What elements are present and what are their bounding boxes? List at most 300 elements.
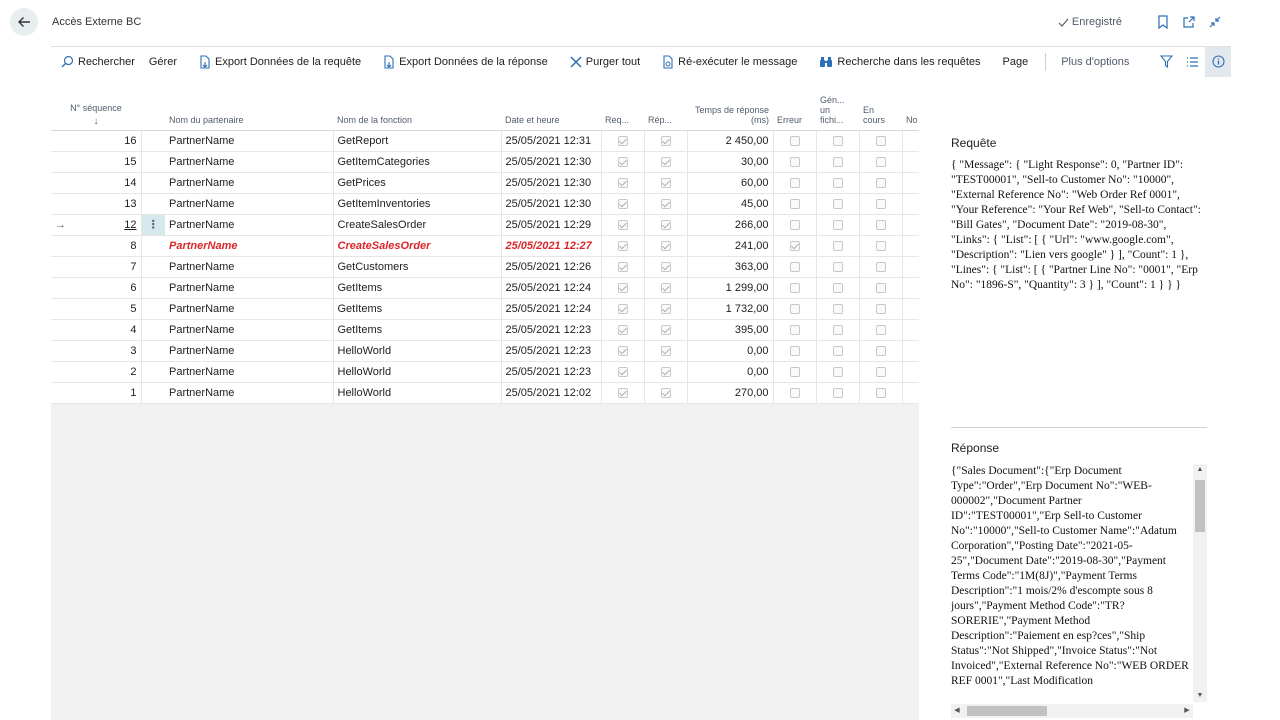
row-no-cell [902, 277, 919, 298]
row-function-cell: HelloWorld [333, 361, 501, 382]
generate-file-checkbox [833, 241, 843, 251]
table-row[interactable] [51, 382, 919, 403]
row-partner-cell: PartnerName [165, 277, 333, 298]
row-in-progress-cell [859, 235, 902, 256]
response-checkbox [661, 241, 671, 251]
document-rerun-icon [662, 55, 674, 69]
row-request-cell [601, 382, 644, 403]
row-response-time-cell: 45,00 [687, 193, 773, 214]
request-panel [951, 136, 1207, 293]
row-function-cell: HelloWorld [333, 382, 501, 403]
response-checkbox [661, 136, 671, 146]
row-seq-value: 15 [124, 155, 137, 168]
row-function-cell: GetItemInventories [333, 193, 501, 214]
row-response-cell [644, 298, 687, 319]
info-icon [1212, 55, 1225, 68]
horizontal-scrollbar[interactable] [951, 704, 1193, 718]
row-no-cell [902, 193, 919, 214]
row-in-progress-cell [859, 277, 902, 298]
in-progress-checkbox [876, 367, 886, 377]
row-function-cell: GetItems [333, 277, 501, 298]
page-menu-label: Page [1002, 55, 1029, 68]
request-checkbox [618, 304, 628, 314]
in-progress-checkbox [876, 346, 886, 356]
request-checkbox [618, 178, 628, 188]
row-no-cell [902, 298, 919, 319]
row-request-cell [601, 214, 644, 235]
row-error-cell [773, 193, 816, 214]
factbox-toggle-button[interactable] [1205, 47, 1231, 77]
response-checkbox [661, 178, 671, 188]
row-gutter [141, 319, 165, 340]
row-generate-file-cell [816, 361, 859, 382]
toolbar-right-icons [1153, 47, 1231, 77]
generate-file-checkbox [833, 136, 843, 146]
manage-button[interactable] [142, 47, 184, 77]
error-checkbox [790, 325, 800, 335]
generate-file-checkbox [833, 325, 843, 335]
error-checkbox [790, 178, 800, 188]
column-header-response-time[interactable]: Temps de réponse (ms) [687, 80, 773, 130]
in-progress-checkbox [876, 304, 886, 314]
error-checkbox [790, 367, 800, 377]
row-seq-cell[interactable] [51, 151, 141, 172]
row-error-cell [773, 298, 816, 319]
row-seq-cell[interactable] [51, 214, 141, 235]
row-datetime-cell: 25/05/2021 12:02 [501, 382, 601, 403]
rerun-message-label: Ré-exécuter le message [678, 55, 798, 68]
row-request-cell [601, 361, 644, 382]
row-seq-value: 6 [130, 281, 137, 294]
row-partner-cell: PartnerName [165, 361, 333, 382]
row-generate-file-cell [816, 340, 859, 361]
row-in-progress-cell [859, 151, 902, 172]
export-request-button[interactable] [192, 47, 368, 77]
table-row[interactable] [51, 277, 919, 298]
error-checkbox [790, 262, 800, 272]
row-no-cell [902, 382, 919, 403]
error-checkbox [790, 346, 800, 356]
table-row[interactable] [51, 319, 919, 340]
in-progress-checkbox [876, 178, 886, 188]
more-options-button[interactable] [1054, 47, 1136, 77]
search-requests-label: Recherche dans les requêtes [837, 55, 981, 68]
row-in-progress-cell [859, 130, 902, 151]
row-generate-file-cell [816, 151, 859, 172]
row-request-cell [601, 340, 644, 361]
row-seq-cell[interactable] [51, 319, 141, 340]
response-checkbox [661, 199, 671, 209]
row-seq-value: 2 [130, 365, 137, 378]
table-row[interactable] [51, 172, 919, 193]
row-function-cell: GetItems [333, 319, 501, 340]
row-response-cell [644, 382, 687, 403]
row-gutter [141, 277, 165, 298]
row-seq-cell[interactable] [51, 340, 141, 361]
column-header-no[interactable]: No [902, 80, 919, 130]
row-seq-value: 13 [124, 197, 137, 210]
row-response-time-cell: 270,00 [687, 382, 773, 403]
response-checkbox [661, 283, 671, 293]
manage-button-label: Gérer [148, 55, 177, 68]
row-partner-cell: PartnerName [165, 256, 333, 277]
row-gutter [141, 235, 165, 256]
row-gutter [141, 298, 165, 319]
vertical-scrollbar[interactable] [1193, 464, 1207, 702]
row-response-time-cell: 60,00 [687, 172, 773, 193]
in-progress-checkbox [876, 220, 886, 230]
row-response-time-cell: 395,00 [687, 319, 773, 340]
row-response-time-cell: 0,00 [687, 340, 773, 361]
row-partner-cell: PartnerName [165, 214, 333, 235]
error-checkbox [790, 283, 800, 293]
row-in-progress-cell [859, 340, 902, 361]
row-seq-value: 14 [124, 176, 137, 189]
row-response-time-cell: 1 299,00 [687, 277, 773, 298]
row-partner-cell: PartnerName [165, 193, 333, 214]
table-row[interactable] [51, 193, 919, 214]
row-response-time-cell: 30,00 [687, 151, 773, 172]
row-seq-cell[interactable] [51, 361, 141, 382]
row-response-time-cell: 363,00 [687, 256, 773, 277]
row-error-cell [773, 277, 816, 298]
row-seq-value[interactable]: 12 [124, 218, 137, 231]
response-panel [951, 441, 1207, 463]
row-no-cell [902, 130, 919, 151]
error-checkbox [790, 136, 800, 146]
column-header-function[interactable]: Nom de la fonction [333, 80, 501, 130]
export-response-button[interactable] [376, 47, 555, 77]
row-partner-cell: PartnerName [165, 235, 333, 256]
row-request-cell [601, 130, 644, 151]
row-seq-value: 8 [130, 239, 137, 252]
row-partner-cell: PartnerName [165, 319, 333, 340]
row-response-cell [644, 214, 687, 235]
generate-file-checkbox [833, 388, 843, 398]
save-status [1058, 16, 1122, 28]
row-request-cell [601, 172, 644, 193]
table-row[interactable] [51, 130, 919, 151]
row-gutter [141, 151, 165, 172]
row-datetime-cell: 25/05/2021 12:29 [501, 214, 601, 235]
row-seq-cell[interactable] [51, 298, 141, 319]
in-progress-checkbox [876, 325, 886, 335]
rerun-message-button[interactable] [655, 47, 804, 77]
row-in-progress-cell [859, 382, 902, 403]
row-function-cell: GetCustomers [333, 256, 501, 277]
response-checkbox [661, 346, 671, 356]
row-action-menu-button[interactable] [141, 214, 165, 235]
row-function-cell: GetItemCategories [333, 151, 501, 172]
row-seq-cell[interactable] [51, 130, 141, 151]
row-response-cell [644, 361, 687, 382]
row-seq-value: 1 [130, 386, 137, 399]
row-gutter [141, 340, 165, 361]
export-request-label: Export Données de la requête [214, 55, 362, 68]
row-seq-value: 7 [130, 260, 137, 273]
table-row[interactable] [51, 298, 919, 319]
row-request-cell [601, 319, 644, 340]
in-progress-checkbox [876, 157, 886, 167]
row-seq-cell[interactable] [51, 172, 141, 193]
purge-all-button[interactable] [563, 47, 647, 77]
row-datetime-cell: 25/05/2021 12:30 [501, 151, 601, 172]
row-no-cell [902, 214, 919, 235]
response-panel-title: Réponse [951, 441, 1000, 455]
row-seq-cell[interactable] [51, 193, 141, 214]
row-partner-cell: PartnerName [165, 382, 333, 403]
column-header-request[interactable]: Req... [601, 80, 644, 130]
open-new-window-button[interactable] [1176, 14, 1202, 30]
table-row[interactable] [51, 340, 919, 361]
row-no-cell [902, 319, 919, 340]
row-error-cell [773, 319, 816, 340]
column-header-response[interactable]: Rép... [644, 80, 687, 130]
row-generate-file-cell [816, 172, 859, 193]
column-header-error[interactable]: Erreur [773, 80, 816, 130]
row-function-cell: HelloWorld [333, 340, 501, 361]
row-seq-cell[interactable] [51, 235, 141, 256]
row-in-progress-cell [859, 319, 902, 340]
row-seq-cell[interactable] [51, 277, 141, 298]
list-grid-area [51, 80, 919, 720]
export-response-label: Export Données de la réponse [399, 55, 548, 68]
table-row[interactable] [51, 235, 919, 256]
bookmark-icon [1157, 15, 1169, 29]
vertical-ellipsis-icon: ⋮ [147, 219, 159, 231]
row-partner-cell: PartnerName [165, 130, 333, 151]
document-export-icon [199, 55, 211, 69]
bookmark-button[interactable] [1150, 14, 1176, 30]
generate-file-checkbox [833, 178, 843, 188]
row-gutter [141, 382, 165, 403]
row-seq-cell[interactable] [51, 256, 141, 277]
row-response-cell [644, 340, 687, 361]
row-datetime-cell: 25/05/2021 12:23 [501, 319, 601, 340]
row-partner-cell: PartnerName [165, 151, 333, 172]
request-checkbox [618, 157, 628, 167]
row-error-cell [773, 172, 816, 193]
row-function-cell: GetItems [333, 298, 501, 319]
panel-divider [951, 427, 1207, 428]
checkmark-icon [1058, 17, 1069, 28]
search-icon [61, 55, 74, 68]
table-row[interactable] [51, 256, 919, 277]
row-no-cell [902, 340, 919, 361]
error-checkbox [790, 388, 800, 398]
back-button[interactable] [10, 8, 38, 36]
row-request-cell [601, 256, 644, 277]
row-in-progress-cell [859, 193, 902, 214]
response-body: {"Sales Document":{"Erp Document Type":"Order","Erp Document No":"WEB-000002","Document Partner ID":"TEST00001","Erp Sell-to Customer No":"10000","Sell-to Customer Name":"Adatum Corporation","Posting Date":"2021-05-25","Document Date":"2019-08-30","Payment Terms Code":"1M(8J)","Payment Terms Description":"1 mois/2% d'escompte sous 8 jours","Payment Method Code":"TR?SORERIE","Payment Method Description":"Paiement en esp?ces","Ship Status":"Not Shipped","Invoice Status":"Not Invoiced","External Reference No":"WEB ORDER REF 0001","Last Modification [951, 465, 1189, 687]
row-function-cell: GetPrices [333, 172, 501, 193]
row-error-cell [773, 130, 816, 151]
toolbar-divider [1045, 53, 1046, 71]
generate-file-checkbox [833, 346, 843, 356]
generate-file-checkbox [833, 367, 843, 377]
list-view-button[interactable] [1179, 47, 1205, 77]
response-checkbox [661, 157, 671, 167]
table-row[interactable] [51, 214, 919, 235]
request-checkbox [618, 388, 628, 398]
row-in-progress-cell [859, 298, 902, 319]
row-no-cell [902, 151, 919, 172]
table-body [51, 130, 919, 403]
row-response-cell [644, 151, 687, 172]
row-generate-file-cell [816, 319, 859, 340]
table-row[interactable] [51, 151, 919, 172]
in-progress-checkbox [876, 283, 886, 293]
sort-descending-icon: ↓ [93, 115, 99, 127]
row-no-cell [902, 172, 919, 193]
row-no-cell [902, 256, 919, 277]
row-datetime-cell: 25/05/2021 12:27 [501, 235, 601, 256]
row-response-cell [644, 256, 687, 277]
response-scroll-area[interactable] [951, 464, 1207, 718]
column-header-datetime[interactable]: Date et heure [501, 80, 601, 130]
row-response-time-cell: 1 732,00 [687, 298, 773, 319]
request-checkbox [618, 241, 628, 251]
error-checkbox [790, 220, 800, 230]
row-datetime-cell: 25/05/2021 12:24 [501, 277, 601, 298]
close-icon [570, 56, 582, 68]
row-error-cell [773, 340, 816, 361]
in-progress-checkbox [876, 388, 886, 398]
row-no-cell [902, 361, 919, 382]
generate-file-checkbox [833, 220, 843, 230]
row-response-cell [644, 235, 687, 256]
row-generate-file-cell [816, 130, 859, 151]
table-row[interactable] [51, 361, 919, 382]
row-error-cell [773, 361, 816, 382]
row-response-cell [644, 319, 687, 340]
row-response-cell [644, 130, 687, 151]
list-icon [1186, 56, 1199, 68]
column-header-seq-label: N° séquence [70, 102, 122, 113]
row-function-cell: GetReport [333, 130, 501, 151]
row-request-cell [601, 235, 644, 256]
column-header-in-progress[interactable]: En cours [859, 80, 902, 130]
purge-all-label: Purger tout [585, 55, 641, 68]
row-partner-cell: PartnerName [165, 340, 333, 361]
request-panel-title: Requête [951, 136, 997, 150]
row-function-cell: CreateSalesOrder [333, 214, 501, 235]
row-generate-file-cell [816, 193, 859, 214]
error-checkbox [790, 157, 800, 167]
row-response-cell [644, 172, 687, 193]
request-checkbox [618, 325, 628, 335]
page-title: Accès Externe BC [52, 16, 142, 28]
row-seq-cell[interactable] [51, 382, 141, 403]
row-error-cell [773, 382, 816, 403]
row-response-time-cell: 0,00 [687, 361, 773, 382]
request-checkbox [618, 220, 628, 230]
row-generate-file-cell [816, 235, 859, 256]
row-error-cell [773, 256, 816, 277]
scroll-right-icon[interactable]: ▶ [1184, 707, 1190, 714]
row-seq-value: 5 [130, 302, 137, 315]
filter-icon [1160, 55, 1173, 68]
request-checkbox [618, 199, 628, 209]
generate-file-checkbox [833, 262, 843, 272]
row-datetime-cell: 25/05/2021 12:30 [501, 172, 601, 193]
row-generate-file-cell [816, 382, 859, 403]
in-progress-checkbox [876, 262, 886, 272]
row-datetime-cell: 25/05/2021 12:31 [501, 130, 601, 151]
row-request-cell [601, 193, 644, 214]
request-body: { "Message": { "Light Response": 0, "Partner ID": "TEST00001", "Sell-to Customer No": "10000", "External Reference No": "Web Order Ref 0001", "Your Reference": "Your Ref Web", "Sell-to Contact": "Bill Gates", "Document Date": "2019-08-30", "Links": { "List": [ { "Url": "www.google.com", "Description": "Lien vers google" } ], "Count": 1 }, "Lines": { "List": [ { "Partner Line No": "0001", "Erp No": "1896-S", "Quantity": 3 } ], "Count": 1 } } } [951, 159, 1201, 291]
row-request-cell [601, 277, 644, 298]
request-checkbox [618, 136, 628, 146]
vertical-scroll-thumb[interactable] [1195, 480, 1205, 532]
in-progress-checkbox [876, 199, 886, 209]
error-checkbox [790, 241, 800, 251]
row-response-time-cell: 2 450,00 [687, 130, 773, 151]
save-status-label: Enregistré [1071, 16, 1122, 28]
row-seq-value: 3 [130, 344, 137, 357]
row-gutter [141, 193, 165, 214]
row-seq-value: 16 [124, 134, 137, 147]
row-datetime-cell: 25/05/2021 12:30 [501, 193, 601, 214]
row-datetime-cell: 25/05/2021 12:23 [501, 340, 601, 361]
row-request-cell [601, 151, 644, 172]
search-requests-button[interactable] [812, 47, 987, 77]
filter-button[interactable] [1153, 47, 1179, 77]
scroll-down-icon[interactable]: ▼ [1196, 692, 1204, 699]
collapse-button[interactable] [1202, 14, 1228, 30]
row-response-time-cell: 266,00 [687, 214, 773, 235]
row-response-cell [644, 277, 687, 298]
in-progress-checkbox [876, 136, 886, 146]
scroll-up-icon[interactable]: ▲ [1196, 466, 1204, 473]
row-generate-file-cell [816, 277, 859, 298]
column-header-partner[interactable]: Nom du partenaire [165, 80, 333, 130]
row-request-cell [601, 298, 644, 319]
collapse-icon [1208, 15, 1222, 29]
scroll-left-icon[interactable]: ◀ [954, 707, 960, 714]
request-checkbox [618, 367, 628, 377]
log-entries-table [51, 80, 919, 404]
page-menu-button[interactable] [996, 47, 1036, 77]
search-button[interactable] [51, 47, 142, 77]
table-header-row [51, 80, 919, 130]
row-function-cell: CreateSalesOrder [333, 235, 501, 256]
generate-file-checkbox [833, 157, 843, 167]
row-generate-file-cell [816, 214, 859, 235]
row-no-cell [902, 235, 919, 256]
more-options-label: Plus d'options [1061, 55, 1130, 68]
response-checkbox [661, 388, 671, 398]
request-checkbox [618, 346, 628, 356]
row-datetime-cell: 25/05/2021 12:23 [501, 361, 601, 382]
current-row-arrow-icon: → [55, 218, 66, 231]
row-gutter [141, 256, 165, 277]
in-progress-checkbox [876, 241, 886, 251]
row-response-time-cell: 241,00 [687, 235, 773, 256]
column-header-generate-file[interactable]: Gén... un fichi... [816, 80, 859, 130]
generate-file-checkbox [833, 304, 843, 314]
error-checkbox [790, 199, 800, 209]
row-datetime-cell: 25/05/2021 12:26 [501, 256, 601, 277]
document-export-icon [383, 55, 395, 69]
row-in-progress-cell [859, 214, 902, 235]
action-bar [51, 46, 1231, 76]
row-partner-cell: PartnerName [165, 172, 333, 193]
horizontal-scroll-thumb[interactable] [967, 706, 1047, 716]
search-button-label: Rechercher [78, 55, 135, 68]
column-header-seq[interactable] [51, 80, 141, 130]
row-error-cell [773, 214, 816, 235]
